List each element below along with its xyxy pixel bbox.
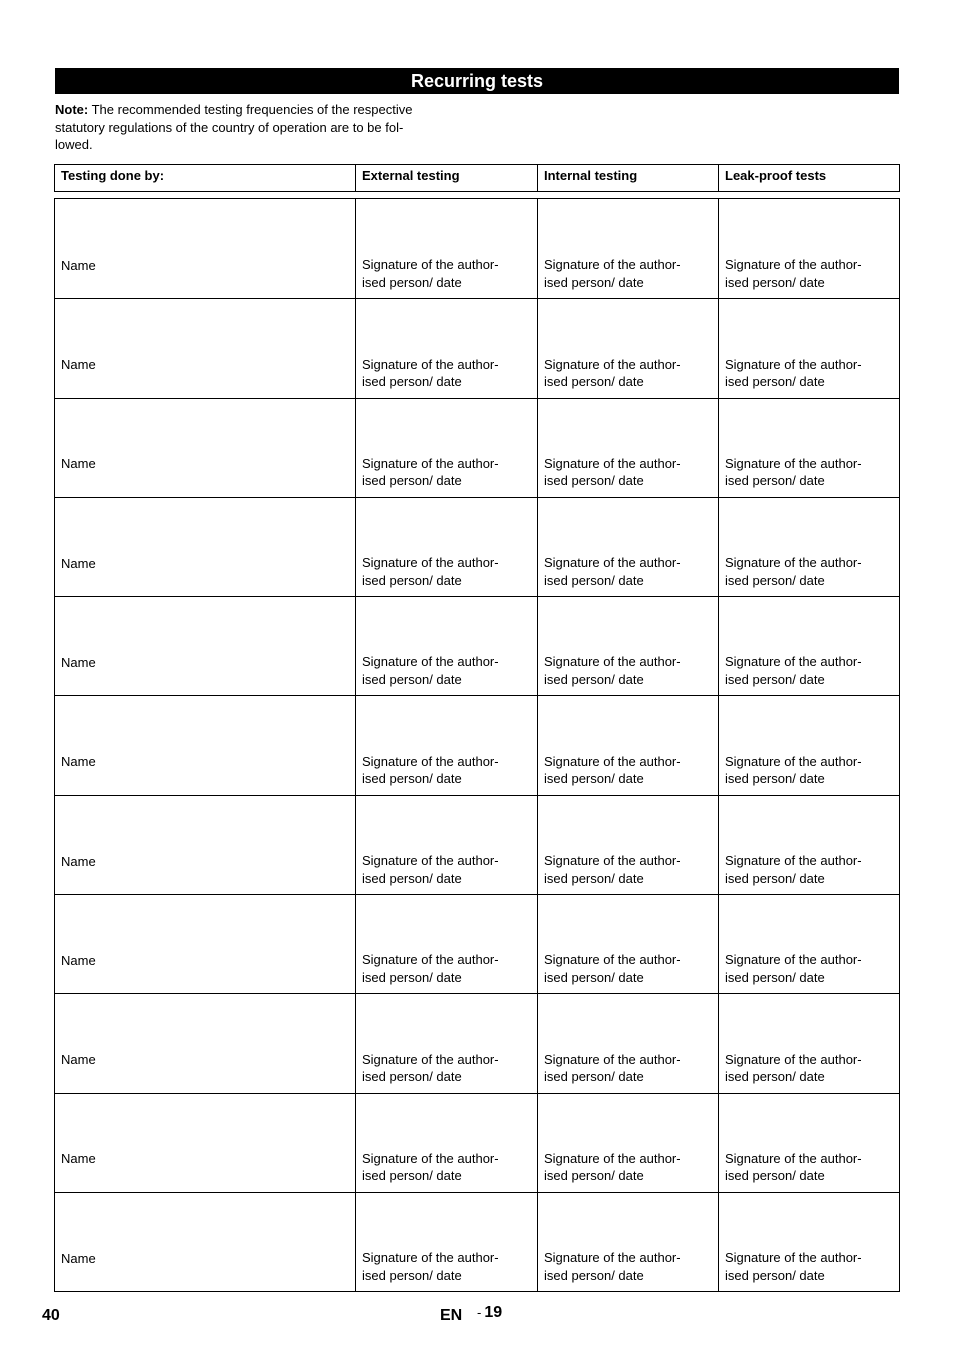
name-cell[interactable] [55,399,355,497]
signature-label-line-1: Signature of the author- [544,455,681,471]
signature-label-line-2: ised person/ date [544,870,644,886]
name-label: Name [61,456,96,472]
header-internal-testing: Internal testing [537,165,718,191]
name-label: Name [61,357,96,373]
internal-testing-cell[interactable] [537,399,718,497]
signature-label-line-1: Signature of the author- [544,654,681,670]
internal-testing-cell[interactable] [537,796,718,894]
signature-label-line-2: ised person/ date [725,969,825,985]
signature-label-line-2: ised person/ date [362,1168,462,1184]
signature-label-line-2: ised person/ date [725,473,825,489]
header-leak-proof-tests: Leak-proof tests [718,165,899,191]
name-label: Name [61,754,96,770]
internal-testing-cell[interactable] [537,1094,718,1192]
name-label: Name [61,1052,96,1068]
leak-proof-tests-cell[interactable] [718,399,899,497]
signature-label-line-2: ised person/ date [362,671,462,687]
signature-label-line-2: ised person/ date [544,771,644,787]
signature-label-line-1: Signature of the author- [362,1051,499,1067]
external-testing-cell[interactable] [355,498,537,596]
signature-label-line-1: Signature of the author- [544,257,681,273]
signature-label-line-2: ised person/ date [725,274,825,290]
signature-label-line-1: Signature of the author- [544,853,681,869]
note-text-line-1: The recommended testing frequencies of the respective [88,102,413,117]
signature-label-line-2: ised person/ date [544,572,644,588]
table-row [55,398,899,497]
name-label: Name [61,257,96,273]
signature-label-line-2: ised person/ date [725,771,825,787]
signature-label-line-2: ised person/ date [725,1168,825,1184]
signature-label-line-1: Signature of the author- [725,1150,862,1166]
signature-label-line-2: ised person/ date [725,572,825,588]
leak-proof-tests-cell[interactable] [718,299,899,397]
external-testing-cell[interactable] [355,1094,537,1192]
signature-label-line-1: Signature of the author- [362,455,499,471]
signature-label-line-1: Signature of the author- [362,257,499,273]
signature-label-line-1: Signature of the author- [544,753,681,769]
signature-label-line-2: ised person/ date [544,473,644,489]
leak-proof-tests-cell[interactable] [718,199,899,298]
signature-label-line-2: ised person/ date [362,1069,462,1085]
language-code: EN [440,1307,463,1324]
name-cell[interactable] [55,498,355,596]
signature-label-line-1: Signature of the author- [544,1051,681,1067]
external-testing-cell[interactable] [355,696,537,794]
leak-proof-tests-cell[interactable] [718,498,899,596]
external-testing-cell[interactable] [355,895,537,993]
signature-label-line-1: Signature of the author- [362,555,499,571]
signature-label-line-2: ised person/ date [725,671,825,687]
internal-testing-cell[interactable] [537,299,718,397]
table-row [55,199,899,298]
note-paragraph [55,101,455,154]
table-row [55,795,899,894]
signature-label-line-1: Signature of the author- [725,952,862,968]
signature-label-line-2: ised person/ date [362,771,462,787]
signature-label-line-2: ised person/ date [544,274,644,290]
name-cell[interactable] [55,696,355,794]
note-text-line-3: lowed. [55,137,93,152]
signature-label-line-1: Signature of the author- [362,654,499,670]
signature-label-line-2: ised person/ date [362,870,462,886]
table-row [55,497,899,596]
leak-proof-tests-cell[interactable] [718,1193,899,1291]
external-testing-cell[interactable] [355,796,537,894]
external-testing-cell[interactable] [355,299,537,397]
signature-label-line-2: ised person/ date [725,1069,825,1085]
signature-label-line-1: Signature of the author- [362,1250,499,1266]
leak-proof-tests-cell[interactable] [718,796,899,894]
signature-label-line-2: ised person/ date [544,1267,644,1283]
name-label: Name [61,1151,96,1167]
name-label: Name [61,952,96,968]
section-page-value: 19 [484,1304,503,1321]
name-cell[interactable] [55,299,355,397]
table-row [55,298,899,397]
signature-label-line-1: Signature of the author- [362,952,499,968]
table-row [55,695,899,794]
name-cell[interactable] [55,1193,355,1291]
internal-testing-cell[interactable] [537,199,718,298]
name-cell[interactable] [55,994,355,1092]
page-title: Recurring tests [55,68,899,94]
table-row [55,993,899,1092]
signature-label-line-2: ised person/ date [544,1168,644,1184]
internal-testing-cell[interactable] [537,597,718,695]
signature-label-line-2: ised person/ date [544,374,644,390]
table-row [55,1093,899,1192]
note-label: Note: [55,102,89,117]
signature-label-line-1: Signature of the author- [725,1051,862,1067]
signature-label-line-1: Signature of the author- [725,356,862,372]
signature-label-line-1: Signature of the author- [725,555,862,571]
internal-testing-cell[interactable] [537,1193,718,1291]
internal-testing-cell[interactable] [537,994,718,1092]
table-header [54,164,900,192]
internal-testing-cell[interactable] [537,895,718,993]
note-text-line-2: statutory regulations of the country of operation are to be fol- [55,119,404,135]
external-testing-cell[interactable] [355,597,537,695]
name-cell[interactable] [55,895,355,993]
external-testing-cell[interactable] [355,1193,537,1291]
signature-label-line-1: Signature of the author- [362,1150,499,1166]
signature-label-line-2: ised person/ date [544,671,644,687]
signature-label-line-2: ised person/ date [362,274,462,290]
name-label: Name [61,654,96,670]
signature-label-line-1: Signature of the author- [725,455,862,471]
name-label: Name [61,555,96,571]
signature-label-line-1: Signature of the author- [544,1150,681,1166]
signature-label-line-1: Signature of the author- [362,853,499,869]
signature-label-line-1: Signature of the author- [725,1250,862,1266]
header-external-testing: External testing [355,165,537,191]
signature-label-line-2: ised person/ date [362,572,462,588]
signature-label-line-2: ised person/ date [725,374,825,390]
leak-proof-tests-cell[interactable] [718,895,899,993]
signature-label-line-2: ised person/ date [362,473,462,489]
section-page-number [477,1304,502,1322]
signature-label-line-2: ised person/ date [544,1069,644,1085]
table-row [55,596,899,695]
leak-proof-tests-cell[interactable] [718,597,899,695]
external-testing-cell[interactable] [355,399,537,497]
signature-label-line-1: Signature of the author- [544,555,681,571]
external-testing-cell[interactable] [355,994,537,1092]
name-label: Name [61,853,96,869]
signature-label-line-2: ised person/ date [362,374,462,390]
page-dash: - [477,1305,482,1320]
signature-label-line-2: ised person/ date [362,1267,462,1283]
leak-proof-tests-cell[interactable] [718,696,899,794]
internal-testing-cell[interactable] [537,498,718,596]
signature-label-line-2: ised person/ date [362,969,462,985]
name-cell[interactable] [55,199,355,298]
signature-label-line-1: Signature of the author- [725,654,862,670]
name-cell[interactable] [55,597,355,695]
signature-label-line-1: Signature of the author- [544,356,681,372]
signature-label-line-1: Signature of the author- [725,853,862,869]
name-cell[interactable] [55,796,355,894]
signature-table [54,198,900,1292]
leak-proof-tests-cell[interactable] [718,1094,899,1192]
signature-label-line-2: ised person/ date [725,870,825,886]
leak-proof-tests-cell[interactable] [718,994,899,1092]
signature-label-line-1: Signature of the author- [544,952,681,968]
signature-label-line-1: Signature of the author- [725,753,862,769]
name-label: Name [61,1250,96,1266]
header-testing-done-by: Testing done by: [61,168,165,183]
signature-label-line-2: ised person/ date [725,1267,825,1283]
signature-label-line-1: Signature of the author- [362,356,499,372]
table-row [55,1192,899,1291]
signature-label-line-2: ised person/ date [544,969,644,985]
name-cell[interactable] [55,1094,355,1192]
table-row [55,894,899,993]
signature-label-line-1: Signature of the author- [362,753,499,769]
page-number: 40 [42,1307,60,1324]
internal-testing-cell[interactable] [537,696,718,794]
signature-label-line-1: Signature of the author- [725,257,862,273]
signature-label-line-1: Signature of the author- [544,1250,681,1266]
external-testing-cell[interactable] [355,199,537,298]
